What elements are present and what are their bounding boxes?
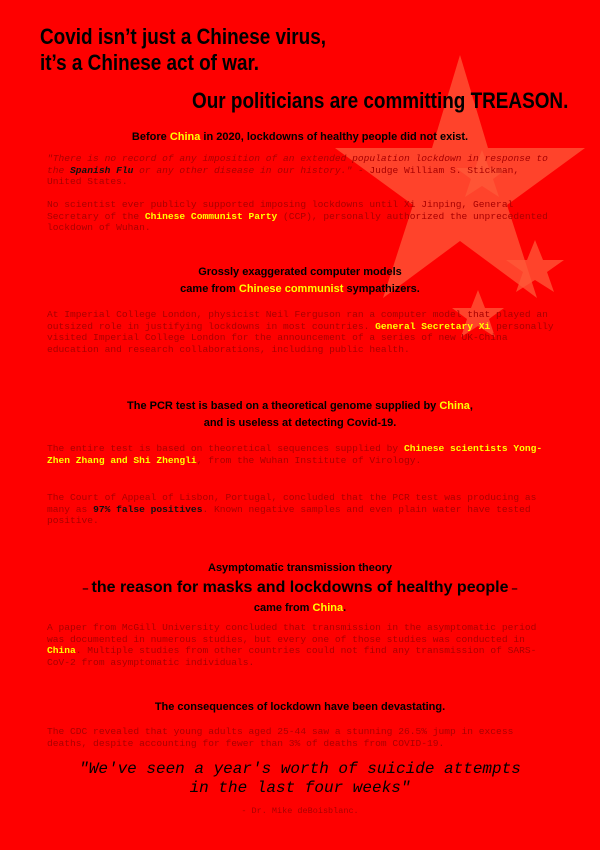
- section4-dash-right: –: [511, 583, 518, 595]
- section2-paragraph: [47, 309, 557, 355]
- section3-p1-post: , from the Wuhan Institute of Virology.: [196, 454, 422, 466]
- section3-heading: [0, 398, 600, 432]
- section3-p2-post: . Known negative samples and even plain water have tested positive.: [47, 503, 531, 527]
- section4-heading: [0, 560, 600, 617]
- section3-heading-line1: [0, 398, 600, 415]
- section1-quote: [47, 153, 557, 188]
- section2-p-pre: At Imperial College London, physicist Neil Ferguson ran a computer model that played an outsized role in justifying lockdowns in most countries.: [47, 309, 548, 332]
- section1-quote-bold: Spanish Flu: [70, 164, 134, 176]
- section2-heading: [0, 264, 600, 298]
- suicide-quote-line-2: in the last four weeks": [189, 779, 411, 797]
- section5-heading: The consequences of lockdown have been devastating.: [154, 701, 446, 713]
- section4-heading-big: the reason for masks and lockdowns of healthy people: [91, 579, 509, 596]
- section4-heading-line1: Asymptomatic transmission theory: [208, 562, 392, 574]
- section2-p-highlight: General Secretary Xi: [375, 320, 491, 332]
- title-line-3: Our politicians are committing TREASON.: [192, 88, 569, 113]
- section2-heading-line2: [0, 281, 600, 298]
- section3-paragraph-1: [47, 443, 557, 466]
- section2-heading-pre: came from: [180, 283, 239, 295]
- section5-paragraph: The CDC revealed that young adults aged 25-44 saw a stunning 26.5% jump in excess deaths, despite accounting for fewer than 3% of deaths from COVID-19.: [47, 726, 514, 749]
- section2-heading-post: sympathizers.: [343, 283, 420, 295]
- section3-heading-highlight: China: [439, 400, 470, 412]
- section1-paragraph: [47, 199, 557, 234]
- section2-p-post: personally visited Imperial College London for the announcement of a series of new UK-China education and research collaborations, including public health.: [47, 320, 554, 355]
- section4-heading-highlight: China: [312, 602, 344, 614]
- suicide-quote-line-1: "We've seen a year's worth of suicide attempts: [79, 760, 521, 778]
- section4-p-highlight: China: [47, 645, 76, 657]
- section3-heading-post: ,: [469, 400, 473, 412]
- section1-quote-pre: "There is no record of any imposition of an extended population lockdown in response to the: [47, 153, 548, 176]
- section4-dash-left: –: [82, 583, 89, 595]
- section3-p2-bold: 97% false positives: [93, 503, 203, 515]
- section2-heading-highlight: Chinese communist: [238, 283, 344, 295]
- section3-heading-pre: The PCR test is based on a theoretical genome supplied by: [127, 400, 440, 412]
- section1-heading-post: in 2020, lockdowns of healthy people did not exist.: [200, 131, 469, 143]
- section4-heading-pre: came from: [253, 602, 313, 614]
- section4-p-pre: A paper from McGill University concluded that transmission in the asymptomatic period was documented in numerous studies, but every one of those studies was conducted in: [47, 622, 537, 645]
- section4-paragraph: [47, 622, 557, 668]
- section1-heading-pre: Before: [131, 131, 170, 143]
- section3-p2-pre: The Court of Appeal of Lisbon, Portugal, concluded that the PCR test was producing as many as: [47, 492, 537, 515]
- title-line-1: Covid isn’t just a Chinese virus,: [40, 24, 326, 49]
- section4-heading-line3: [0, 600, 600, 617]
- section1-heading-highlight: China: [169, 131, 201, 143]
- section1-heading: [0, 129, 600, 146]
- section3-paragraph-2: [47, 492, 557, 527]
- section4-p-post: . Multiple studies from other countries could not find any transmission of SARS-CoV-2 from asymptomatic individuals.: [47, 645, 537, 668]
- title-line-2: it’s a Chinese act of war.: [40, 50, 260, 75]
- section1-p2-post: (CCP), personally authorized the unprecedented lockdown of Wuhan.: [47, 210, 548, 234]
- section2-heading-line1: Grossly exaggerated computer models: [198, 266, 402, 278]
- section1-quote-attribution: - Judge William S. Stickman, United States.: [47, 164, 520, 188]
- section1-p2-pre: No scientist ever publicly supported imposing lockdowns until Xi Jinping, General Secretary of the: [47, 199, 514, 222]
- section1-p2-highlight: Chinese Communist Party: [144, 210, 278, 222]
- section4-heading-post: .: [343, 602, 347, 614]
- suicide-quote-attribution: - Dr. Mike deBoisblanc.: [241, 806, 359, 816]
- section3-heading-line2: and is useless at detecting Covid-19.: [203, 417, 397, 429]
- section1-quote-post: or any other disease in our history.": [133, 164, 353, 176]
- section3-p1-highlight: Chinese scientists Yong-Zhen Zhang and Shi Zhengli: [47, 443, 543, 466]
- section3-p1-pre: The entire test is based on theoretical sequences supplied by: [47, 443, 404, 454]
- section4-heading-line2: [0, 577, 600, 600]
